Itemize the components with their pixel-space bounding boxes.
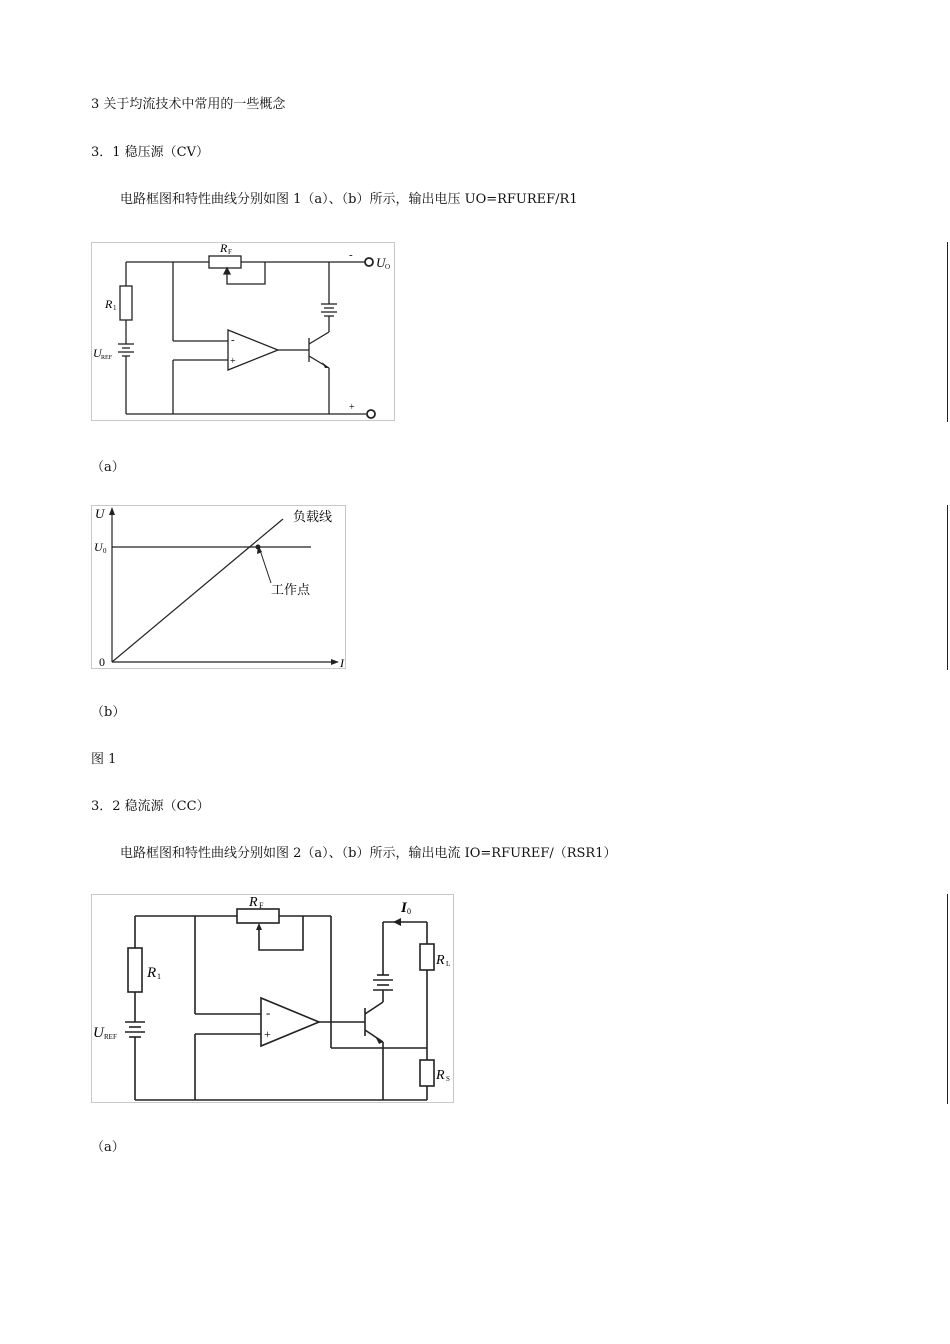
y-axis-label: U: [95, 506, 105, 521]
load-line-label: 负载线: [293, 509, 333, 524]
figure-1a-cv-circuit: [91, 242, 396, 422]
x-axis-label: I: [340, 656, 344, 670]
r1-subscript: 1: [113, 304, 117, 312]
rf-subscript: F: [228, 248, 232, 256]
page-edge-line: [947, 894, 948, 1104]
u0-subscript: 0: [103, 547, 107, 555]
work-point-label: 工作点: [271, 582, 311, 597]
rf-label: R: [220, 242, 228, 255]
section-3-2-title: 3．2 稳流源（CC）: [91, 799, 210, 814]
origin-label: 0: [99, 655, 105, 669]
figure-1-caption: 图 1: [91, 752, 117, 767]
rf-label: R: [249, 895, 258, 910]
io-subscript: 0: [407, 907, 411, 916]
opamp-plus: +: [230, 356, 236, 367]
rf-subscript: F: [259, 901, 264, 910]
rs-subscript: S: [446, 1075, 450, 1083]
caption-2a: （a）: [91, 1140, 125, 1155]
r1-label: R: [105, 297, 113, 311]
section-3-1-title: 3．1 稳压源（CV）: [91, 145, 210, 160]
rs-label: R: [436, 1068, 445, 1083]
caption-1a: （a）: [91, 460, 125, 475]
rl-label: R: [436, 953, 445, 968]
uref-subscript: REF: [101, 355, 113, 361]
uref-label: U: [93, 1025, 104, 1041]
r1-label: R: [147, 965, 157, 981]
plus-sign: +: [349, 402, 355, 413]
opamp-plus: +: [264, 1027, 271, 1041]
uo-label: U: [376, 255, 386, 270]
caption-1b: （b）: [91, 705, 126, 720]
heading: 3 关于均流技术中常用的一些概念: [91, 97, 286, 112]
u0-label: U: [94, 540, 103, 554]
io-label: I: [401, 900, 407, 916]
rl-subscript: L: [446, 960, 451, 968]
uref-label: U: [93, 346, 102, 360]
figure-1b-cv-curve: [91, 505, 347, 670]
uref-subscript: REF: [104, 1033, 117, 1041]
paragraph-cc: 电路框图和特性曲线分别如图 2（a）、（b）所示，输出电流 IO=RFUREF/（RSR1）: [120, 846, 617, 861]
uo-subscript: O: [385, 263, 391, 271]
page-edge-line: [947, 242, 948, 422]
opamp-minus: -: [266, 1005, 271, 1020]
paragraph-cv: 电路框图和特性曲线分别如图 1（a）、（b）所示，输出电压 UO=RFUREF/R1: [120, 192, 578, 207]
r1-subscript: 1: [157, 972, 161, 981]
minus-sign: -: [349, 249, 353, 261]
figure-2a-cc-circuit: [91, 894, 455, 1104]
opamp-minus: -: [231, 334, 235, 346]
page-edge-line: [947, 505, 948, 670]
